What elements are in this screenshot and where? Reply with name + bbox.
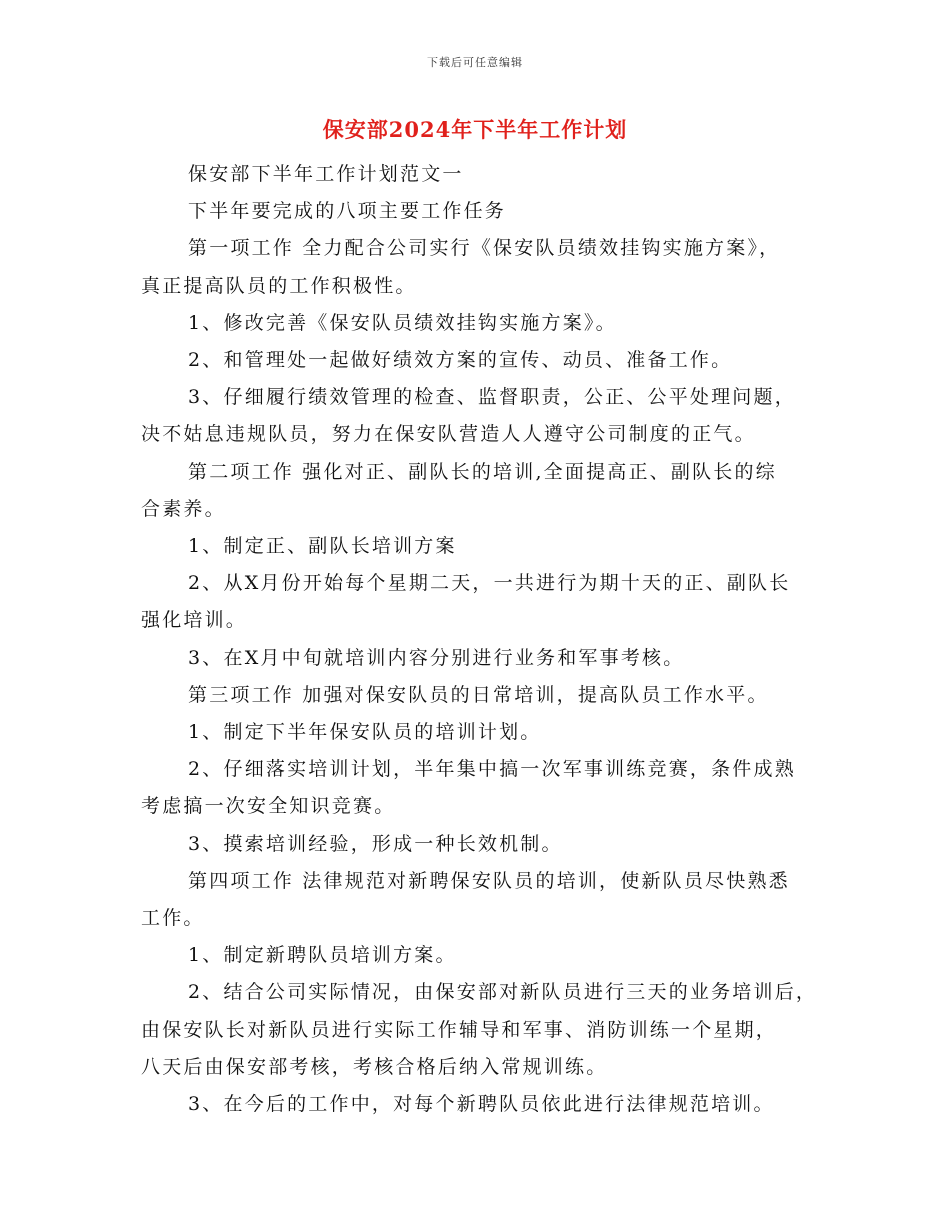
paragraph — [141, 193, 811, 230]
paragraph — [141, 156, 811, 193]
paragraph — [141, 454, 811, 528]
paragraph — [141, 565, 811, 639]
paragraph-line: 3、在今后的工作中，对每个新聘队员依此进行法律规范培训。 — [188, 1093, 775, 1116]
paragraph — [141, 826, 811, 863]
paragraph — [141, 379, 811, 453]
paragraph — [141, 1086, 811, 1123]
paragraph — [141, 230, 811, 304]
paragraph — [141, 342, 811, 379]
paragraph — [141, 937, 811, 974]
paragraph — [141, 751, 811, 825]
paragraph-line: 第四项工作 法律规范对新聘保安队员的培训，使新队员尽快熟悉 — [188, 869, 790, 892]
paragraph-line: 3、仔细履行绩效管理的检查、监督职责，公正、公平处理问题， — [188, 386, 796, 409]
paragraph-line: 1、制定下半年保安队员的培训计划。 — [188, 721, 542, 744]
paragraph-line: 1、修改完善《保安队员绩效挂钩实施方案》。 — [188, 311, 617, 334]
paragraph — [141, 677, 811, 714]
paragraph-line: 八天后由保安部考核，考核合格后纳入常规训练。 — [141, 1055, 608, 1078]
paragraph-line: 第三项工作 加强对保安队员的日常培训，提高队员工作水平。 — [188, 683, 769, 706]
paragraph-line: 真正提高队员的工作积极性。 — [141, 274, 417, 297]
paragraph-line: 1、制定正、副队长培训方案 — [188, 535, 457, 558]
header-note: 下载后可任意编辑 — [427, 56, 523, 69]
paragraph — [141, 863, 811, 937]
paragraph-line: 由保安队长对新队员进行实际工作辅导和军事、消防训练一个星期， — [141, 1018, 778, 1041]
paragraph — [141, 528, 811, 565]
paragraph-line: 1、制定新聘队员培训方案。 — [188, 944, 457, 967]
paragraph-line: 第一项工作 全力配合公司实行《保安队员绩效挂钩实施方案》， — [188, 237, 781, 260]
paragraph — [141, 305, 811, 342]
paragraph — [141, 714, 811, 751]
paragraph-line: 第二项工作 强化对正、副队长的培训,全面提高正、副队长的综 — [188, 460, 777, 483]
paragraph-line: 决不姑息违规队员，努力在保安队营造人人遵守公司制度的正气。 — [141, 423, 756, 446]
paragraph — [141, 974, 818, 1086]
paragraph-line: 下半年要完成的八项主要工作任务 — [188, 200, 507, 223]
paragraph-line: 保安部下半年工作计划范文一 — [188, 163, 464, 185]
paragraph — [141, 640, 811, 677]
paragraph-line: 工作。 — [141, 907, 205, 930]
paragraph-line: 2、结合公司实际情况，由保安部对新队员进行三天的业务培训后， — [188, 981, 818, 1004]
paragraph-line: 2、和管理处一起做好绩效方案的宣传、动员、准备工作。 — [188, 349, 733, 372]
document-body — [141, 156, 818, 1123]
paragraph-line: 3、在X月中旬就培训内容分别进行业务和军事考核。 — [188, 646, 685, 669]
document-title: 保安部2024年下半年工作计划 — [322, 117, 628, 142]
paragraph-line: 合素养。 — [141, 497, 226, 520]
paragraph-line: 强化培训。 — [141, 609, 248, 632]
paragraph-line: 2、从X月份开始每个星期二天，一共进行为期十天的正、副队长 — [188, 572, 791, 595]
paragraph-line: 2、仔细落实培训计划，半年集中搞一次军事训练竞赛，条件成熟 — [188, 758, 796, 781]
paragraph-line: 考虑搞一次安全知识竞赛。 — [141, 795, 396, 818]
paragraph-line: 3、摸索培训经验，形成一种长效机制。 — [188, 832, 563, 855]
